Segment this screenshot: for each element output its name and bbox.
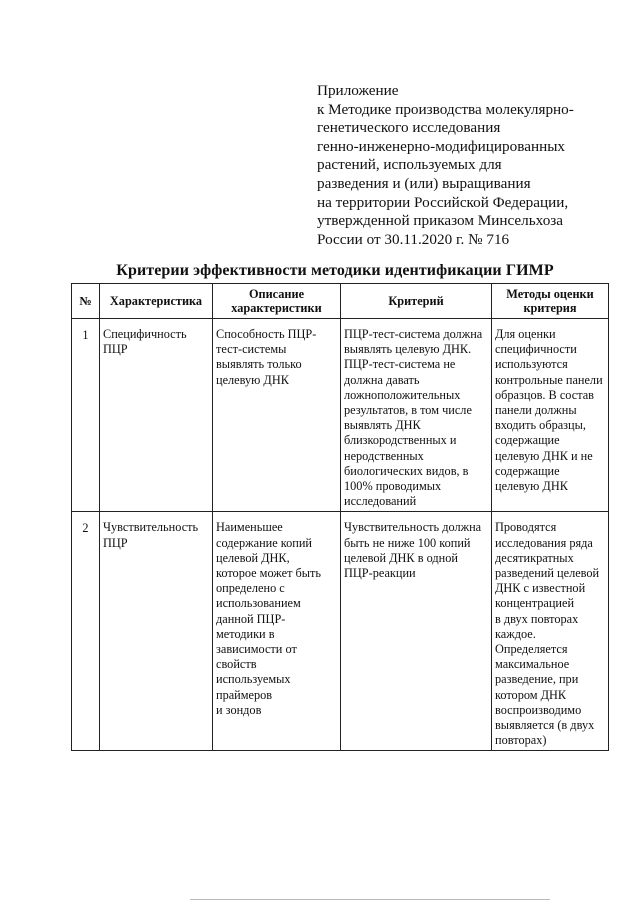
cell-number: 2: [72, 512, 100, 751]
header-description: Описание характеристики: [213, 284, 341, 319]
criteria-table: [71, 283, 609, 751]
cell-characteristic: Чувствительность ПЦР: [100, 512, 213, 751]
table-row: [72, 512, 609, 751]
appendix-line: к Методике производства молекулярно-: [317, 100, 574, 118]
appendix-header: [317, 82, 617, 249]
appendix-line: растений, используемых для: [317, 156, 502, 174]
table-header-row: [72, 284, 609, 319]
cell-characteristic: Специфичность ПЦР: [100, 319, 213, 512]
scan-edge-divider: [190, 899, 550, 900]
cell-methods: Проводятся исследования ряда десятикратных разведений целевой ДНК с известной концентрацией в двух повторах каждое. Определяется максимальное разведение, при котором ДНК воспроизводимо выявляется (в двух повторах): [492, 512, 609, 751]
header-characteristic: Характеристика: [100, 284, 213, 319]
header-criterion: Критерий: [341, 284, 492, 319]
cell-criterion: ПЦР-тест-система должна выявлять целевую ДНК. ПЦР-тест-система не должна давать ложноположительных результатов, в том числе выявлять ДНК близкородственных и неродственных биологических видов, в 100% проводимых исследований: [341, 319, 492, 512]
cell-number: 1: [72, 319, 100, 512]
appendix-line: России от 30.11.2020 г. № 716: [317, 230, 510, 248]
appendix-line: утвержденной приказом Минсельхоза: [317, 212, 564, 230]
cell-criterion: Чувствительность должна быть не ниже 100 копий целевой ДНК в одной ПЦР-реакции: [341, 512, 492, 751]
appendix-line: разведения и (или) выращивания: [317, 174, 531, 192]
appendix-line: генетического исследования: [317, 119, 501, 137]
appendix-line: на территории Российской Федерации,: [317, 193, 569, 211]
appendix-line: Приложение: [317, 82, 399, 99]
document-title: Критерии эффективности методики идентификации ГИМР: [116, 262, 554, 279]
cell-methods: Для оценки специфичности используются контрольные панели образцов. В состав панели должны входить образцы, содержащие целевую ДНК и не содержащие целевую ДНК: [492, 319, 609, 512]
cell-description: Способность ПЦР- тест-системы выявлять только целевую ДНК: [213, 319, 341, 512]
header-number: №: [72, 284, 100, 319]
cell-description: Наименьшее содержание копий целевой ДНК, которое может быть определено с использованием данной ПЦР- методики в зависимости от свойств используемых праймеров и зондов: [213, 512, 341, 751]
header-methods: Методы оценки критерия: [492, 284, 609, 319]
table-row: [72, 319, 609, 512]
appendix-line: генно-инженерно-модифицированных: [317, 137, 566, 155]
